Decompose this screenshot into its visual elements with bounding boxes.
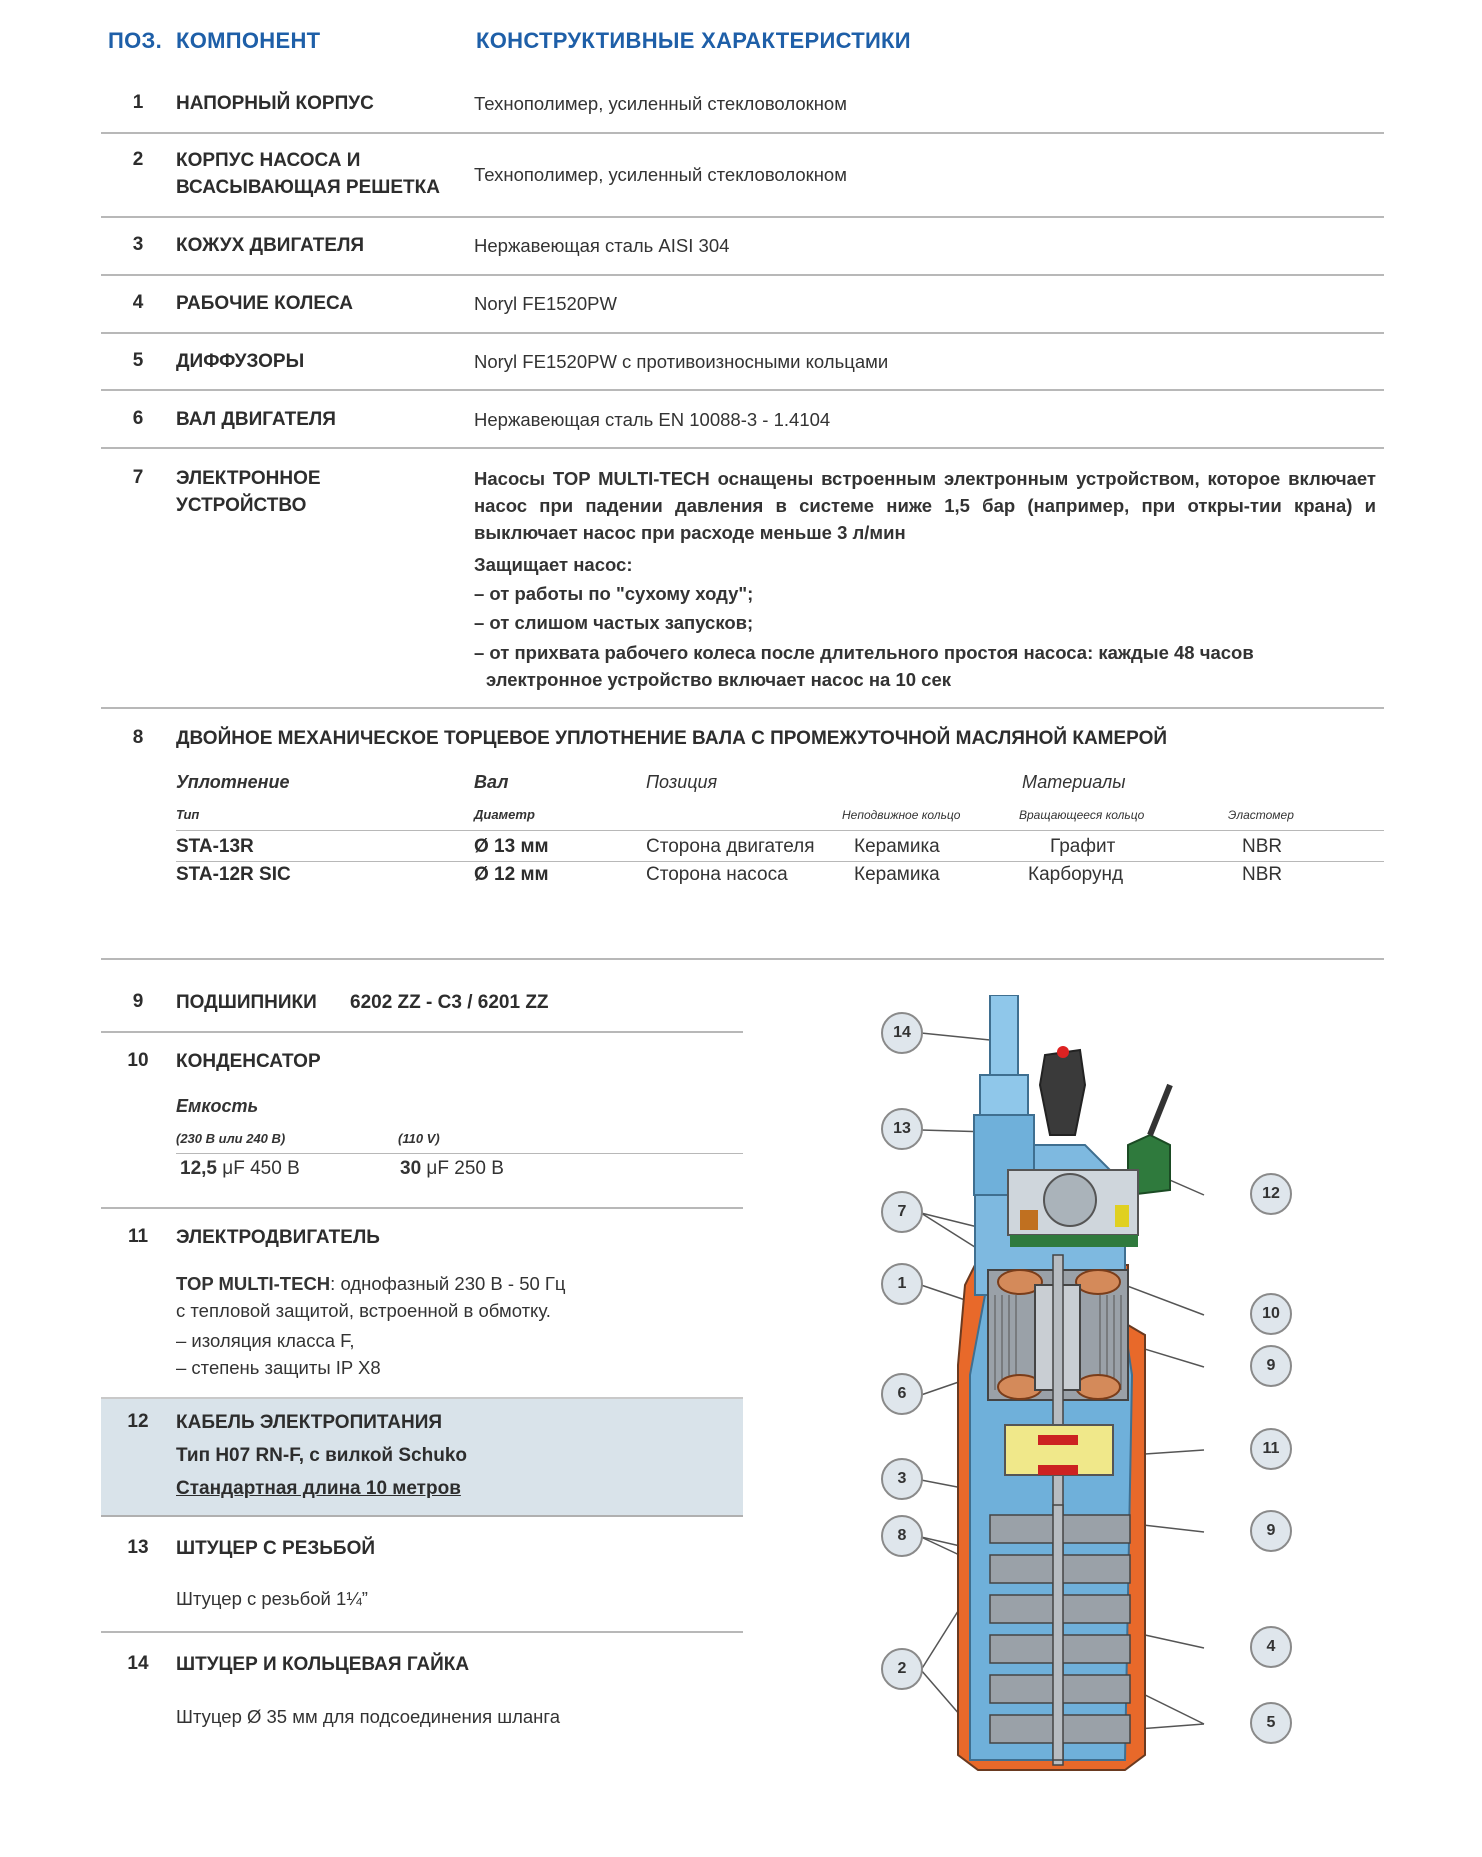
seal-fixed-ring: Керамика [854,864,940,885]
callout-1: 1 [881,1263,923,1305]
divider [101,1031,743,1033]
capacity-voltage-110: (110 V) [398,1131,440,1146]
row-number: 12 [127,1411,149,1432]
capacity-voltage-230: (230 В или 240 В) [176,1131,286,1146]
row-number: 1 [132,92,144,113]
capacity-label: Емкость [176,1096,259,1116]
divider [101,332,1384,334]
seal-type: STA-13R [176,836,254,857]
component-desc: Технополимер, усиленный стекловолокном [474,93,847,114]
seal-title: ДВОЙНОЕ МЕХАНИЧЕСКОЕ ТОРЦЕВОЕ УПЛОТНЕНИЕ ВАЛА С ПРОМЕЖУТОЧНОЙ МАСЛЯНОЙ КАМЕРОЙ [176,728,1168,749]
header-component: КОМПОНЕНТ [176,28,321,53]
protection-item-cont: электронное устройство включает насос на 10 сек [486,669,951,690]
callout-8: 8 [881,1515,923,1557]
capacity-230-unit: μF 450 В [216,1158,300,1179]
seal-position: Сторона двигателя [646,836,815,857]
protection-item: – от слишом частых запусков; [474,612,754,633]
seal-type: STA-12R SIC [176,864,291,885]
motor-label: ЭЛЕКТРОДВИГАТЕЛЬ [176,1227,380,1248]
motor-line2: с тепловой защитой, встроенной в обмотку. [176,1300,551,1321]
divider [101,707,1384,709]
divider [176,1153,743,1154]
divider [101,132,1384,134]
cable-type: Тип H07 RN-F, с вилкой Schuko [176,1445,468,1466]
row-number: 2 [132,149,144,170]
row-number: 7 [132,467,144,488]
capacity-110-unit: μF 250 В [421,1158,504,1179]
fitting14-label: ШТУЦЕР И КОЛЬЦЕВАЯ ГАЙКА [176,1654,470,1675]
seal-diameter: Ø 12 мм [474,864,549,885]
callout-2: 2 [881,1648,923,1690]
component-desc: Noryl FE1520PW [474,293,617,314]
bearings-label: ПОДШИПНИКИ [176,992,317,1013]
callout-14: 14 [881,1012,923,1054]
callout-12: 12 [1250,1173,1292,1215]
electronic-device-desc: Насосы TOP MULTI-TECH оснащены встроенным электронным устройством, которое включает насос при падении давления в системе ниже 1,5 бар (например, при откры-тии крана) и выключает насос при расходе меньше 3 л/мин [474,468,1376,543]
seal-sub-diameter: Диаметр [474,807,535,822]
fitting14-desc: Штуцер Ø 35 мм для подсоединения шланга [176,1706,561,1727]
seal-sub-fixed: Неподвижное кольцо [842,808,961,822]
callout-11: 11 [1250,1428,1292,1470]
seal-elastomer: NBR [1242,864,1283,885]
component-name-l2: УСТРОЙСТВО [176,495,307,516]
seal-position: Сторона насоса [646,864,788,885]
seal-diameter: Ø 13 мм [474,836,549,857]
row-number: 5 [132,350,144,371]
divider [101,1631,743,1633]
protection-item: – от прихвата рабочего колеса после длительного простоя насоса: каждые 48 часов [474,642,1254,663]
callout-3: 3 [881,1458,923,1500]
seal-rotating-ring: Карборунд [1028,864,1124,885]
component-desc: Noryl FE1520PW с противоизносными кольцами [474,351,889,372]
seal-header-seal: Уплотнение [176,772,290,792]
divider [101,216,1384,218]
seal-header-position: Позиция [646,772,718,792]
component-name-l1: ЭЛЕКТРОННОЕ [176,468,321,489]
divider [101,389,1384,391]
component-desc: Технополимер, усиленный стекловолокном [474,164,847,185]
capacity-230-number: 12,5 [180,1158,217,1179]
seal-header-shaft: Вал [474,772,509,792]
pump-cutaway-diagram [870,995,1290,1785]
divider [101,447,1384,449]
callout-5: 5 [1250,1702,1292,1744]
row-number: 6 [132,408,144,429]
row-number: 9 [132,991,144,1012]
motor-line1 [176,1270,566,1297]
component-name-l1: КОРПУС НАСОСА И [176,150,361,171]
component-name: ВАЛ ДВИГАТЕЛЯ [176,409,336,430]
callout-10: 10 [1250,1293,1292,1335]
row-number: 4 [132,292,144,313]
seal-sub-type: Тип [176,807,200,822]
motor-spec: : однофазный 230 В - 50 Гц [330,1273,566,1294]
callout-6: 6 [881,1373,923,1415]
component-desc: Нержавеющая сталь EN 10088-3 - 1.4104 [474,409,831,430]
callout-7: 7 [881,1191,923,1233]
protection-item: – от работы по "сухому ходу"; [474,583,754,604]
divider [176,830,1384,831]
seal-elastomer: NBR [1242,836,1283,857]
capacity-110-value [400,1158,504,1180]
component-name-l2: ВСАСЫВАЮЩАЯ РЕШЕТКА [176,177,440,198]
protection-title: Защищает насос: [474,554,633,575]
seal-header-materials: Материалы [1022,772,1126,792]
callout-9b: 9 [1250,1510,1292,1552]
divider [176,861,1384,862]
row-number: 13 [127,1537,149,1558]
bearings-value: 6202 ZZ - C3 / 6201 ZZ [350,992,549,1013]
capacitor-label: КОНДЕНСАТОР [176,1051,321,1072]
callout-13: 13 [881,1108,923,1150]
cable-label: КАБЕЛЬ ЭЛЕКТРОПИТАНИЯ [176,1412,443,1433]
capacity-230-value [180,1158,300,1180]
outlet-pipe [990,995,1018,1075]
callout-4: 4 [1250,1626,1292,1668]
motor-bullet: – степень защиты IP X8 [176,1357,381,1378]
header-pos: ПОЗ. [108,28,163,53]
motor-bullet: – изоляция класса F, [176,1330,355,1351]
component-name: НАПОРНЫЙ КОРПУС [176,93,374,114]
seal-fixed-ring: Керамика [854,836,940,857]
component-desc: Нержавеющая сталь AISI 304 [474,235,730,256]
callout-9: 9 [1250,1345,1292,1387]
divider [101,958,1384,960]
component-name: КОЖУХ ДВИГАТЕЛЯ [176,235,365,256]
seal-sub-elastomer: Эластомер [1228,808,1294,822]
seal-sub-rotating: Вращающееся кольцо [1019,808,1145,822]
row-number: 11 [127,1226,149,1247]
divider [101,1207,743,1209]
divider [101,1397,743,1399]
motor-name: TOP MULTI-TECH [176,1273,331,1294]
capacity-110-number: 30 [400,1158,422,1179]
divider [101,274,1384,276]
header-characteristics: КОНСТРУКТИВНЫЕ ХАРАКТЕРИСТИКИ [476,28,911,53]
seal-rotating-ring: Графит [1050,836,1116,857]
fitting13-desc: Штуцер с резьбой 1¼” [176,1588,368,1609]
row-number: 8 [132,727,144,748]
component-name: ДИФФУЗОРЫ [176,351,305,372]
component-name: РАБОЧИЕ КОЛЕСА [176,293,353,314]
fitting13-label: ШТУЦЕР С РЕЗЬБОЙ [176,1538,376,1559]
row-number: 3 [132,234,144,255]
cable-length: Стандартная длина 10 метров [176,1478,461,1499]
row-number: 10 [127,1050,149,1071]
row-number: 14 [127,1653,149,1674]
